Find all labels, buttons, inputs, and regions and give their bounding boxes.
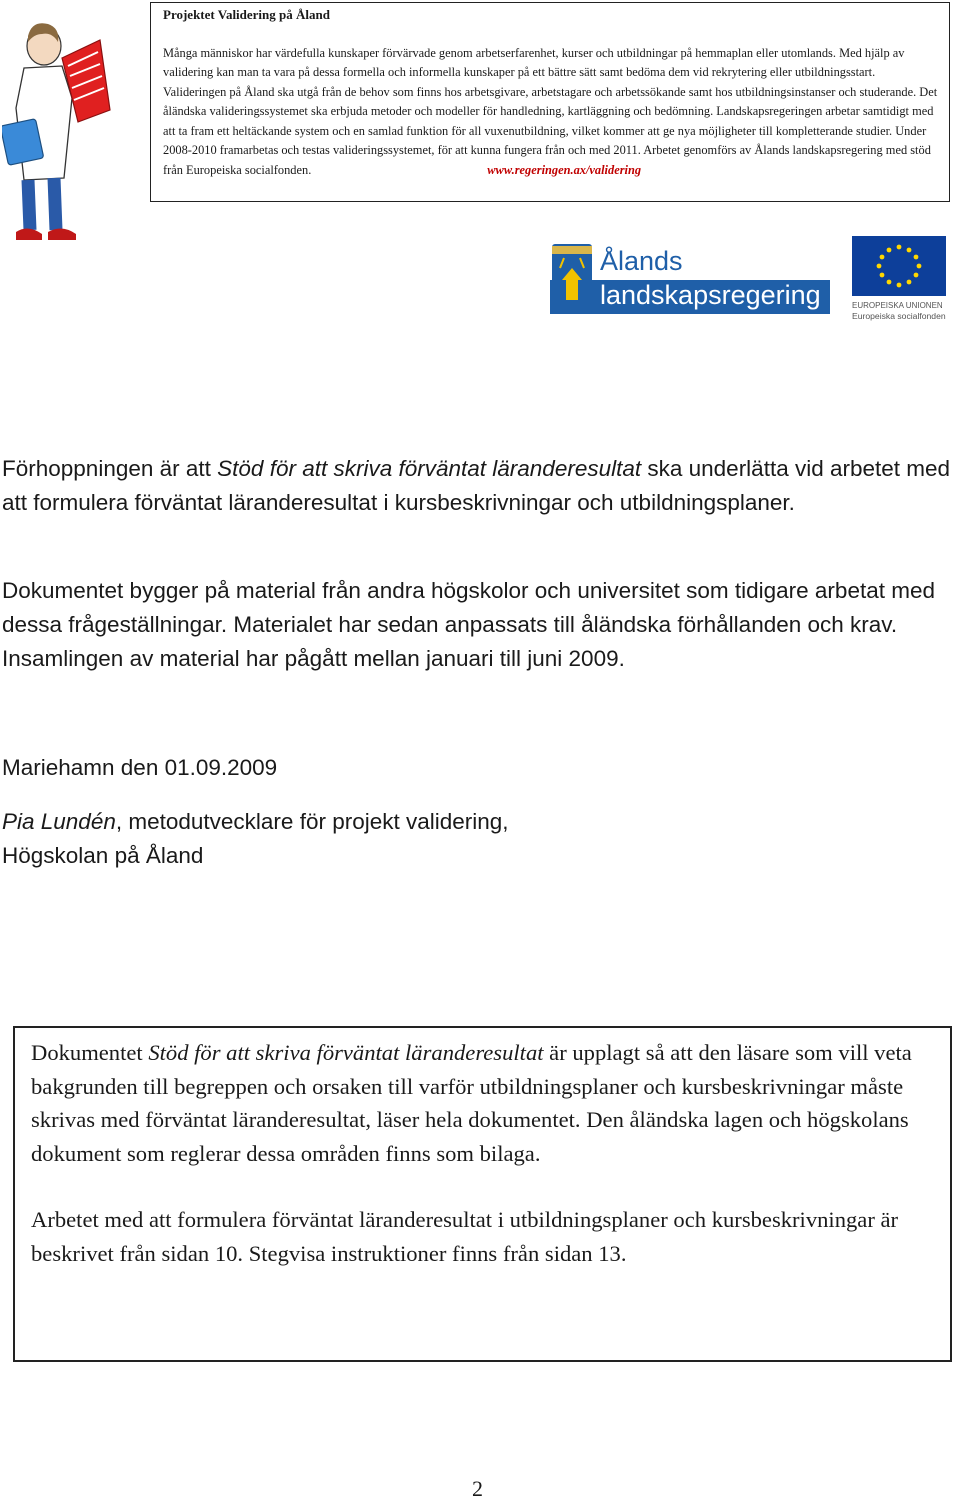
date-line: Mariehamn den 01.09.2009 <box>2 755 278 780</box>
page-number: 2 <box>472 1476 483 1501</box>
eu-logo-text-1: EUROPEISKA UNIONEN <box>852 301 943 310</box>
project-link[interactable]: www.regeringen.ax/validering <box>487 162 642 177</box>
project-info-box <box>150 2 950 202</box>
eu-logo-text-2: Europeiska socialfonden <box>852 311 946 321</box>
aland-logo-text-2: landskapsregering <box>600 280 821 310</box>
person-illustration <box>2 18 114 246</box>
document-note-box <box>13 1026 952 1362</box>
intro-paragraph-1: Förhoppningen är att Stöd för att skriva förväntat läranderesultat ska underlätta vid arbetet med att formulera förväntat läranderesultat i kursbeskrivningar och utbildningsplaner. <box>2 456 951 515</box>
note-paragraph-1: Dokumentet Stöd för att skriva förväntat läranderesultat är upplagt så att den läsare som vill veta bakgrunden till begreppen och orsaken till varför utbildningsplaner och kursbeskrivningar måste skrivas med förväntat läranderesultat, läser hela dokumentet. Den åländska lagen och högskolans dokument som reglerar dessa områden finns som bilaga. <box>31 1040 912 1166</box>
note-paragraph-2: Arbetet med att formulera förväntat läranderesultat i utbildningsplaner och kursbeskrivningar är beskrivet från sidan 10. Stegvisa instruktioner finns från sidan 13. <box>31 1207 899 1266</box>
project-description: Många människor har värdefulla kunskaper förvärvade genom arbetserfarenhet, kurser och utbildningar på hemmaplan eller utomlands. Med hjälp av validering kan man ta vara på dessa formella och informella kunskaper på ett bättre sätt samt bedöma dem vid rekrytering eller utbildningsstart. Valideringen på Åland ska utgå från de behov som finns hos arbetsgivare, arbetstagare och arbetssökande samt hos utbildningsinstanser och studerande. Det åländska valideringssystemet ska erbjuda metoder och modeller för handledning, kartläggning och bedömning. Landskapsregeringen arbetar samtidigt med att ta fram ett heltäckande system och en samlad funktion för all vuxenutbildning, vilket kommer att ge nya möjligheter till kompletterande studier. Under 2008-2010 framarbetas och testas valideringssystemet, för att kunna fungera från och med 2011. Arbetet genomförs av Ålands landskapsregering med stöd från Europeiska socialfonden. www.regeringen.ax/validering <box>163 45 938 177</box>
project-title: Projektet Validering på Åland <box>163 7 330 22</box>
eu-logo <box>850 236 950 324</box>
intro-paragraph-2: Dokumentet bygger på material från andra högskolor och universitet som tidigare arbetat med dessa frågeställningar. Materialet har sedan anpassats till åländska förhållanden och krav. Insamlingen av material har pågått mellan januari till juni 2009. <box>2 578 935 671</box>
aland-government-logo <box>548 240 832 318</box>
aland-logo-text-1: Ålands <box>600 246 683 276</box>
author-signature: Pia Lundén, metodutvecklare för projekt validering, Högskolan på Åland <box>2 809 509 868</box>
